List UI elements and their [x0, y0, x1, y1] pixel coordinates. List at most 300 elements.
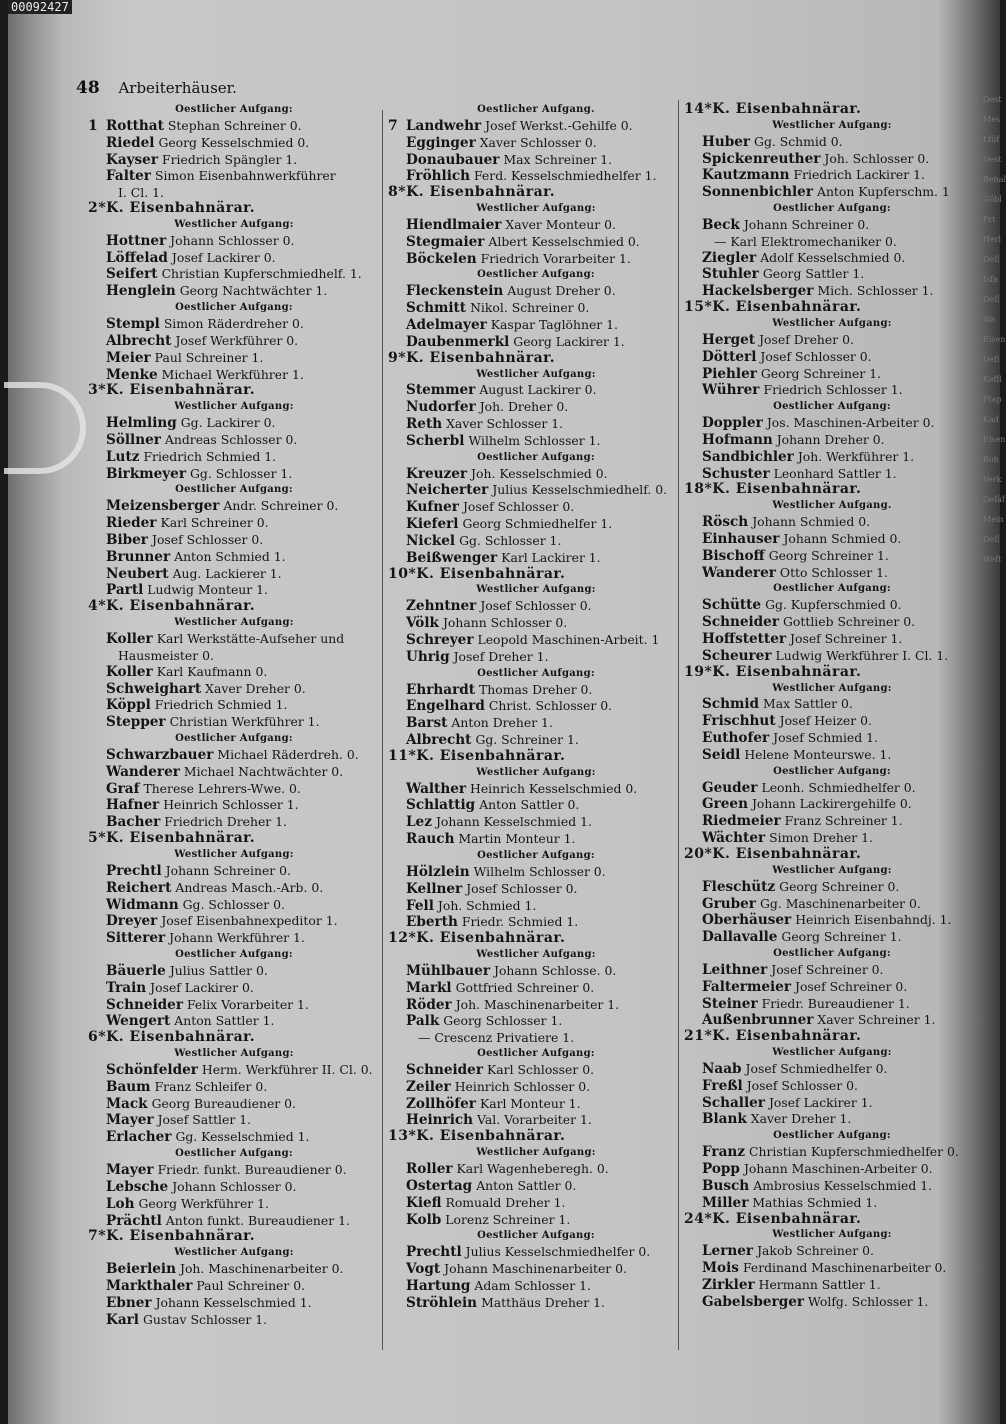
directory-entry	[388, 1096, 684, 1113]
surname: Lutz	[106, 448, 140, 465]
directory-entry	[388, 632, 684, 649]
surname: Söllner	[106, 431, 161, 448]
resident-details: Paul Schreiner 1.	[154, 349, 264, 365]
resident-details: Gustav Schlosser 1.	[142, 1311, 268, 1327]
resident-details: Friedrich Lackirer 1.	[793, 167, 925, 183]
surname: Scheurer	[702, 647, 772, 664]
directory-entry	[388, 615, 684, 632]
resident-details: Gg. Kesselschmied 1.	[175, 1129, 310, 1145]
resident-details: Johann Kesselschmied 1.	[155, 1294, 312, 1310]
resident-details: Friedr. funkt. Bureaudiener 0.	[157, 1162, 347, 1177]
directory-entry	[388, 499, 684, 516]
entrance-heading: Westlicher Aufgang.	[772, 500, 892, 512]
surname: Schreyer	[406, 632, 474, 648]
building-heading: 12*K. Eisenbahnärar.	[388, 930, 566, 947]
directory-entry	[388, 1079, 684, 1096]
directory-entry	[684, 631, 980, 648]
surname: Biber	[106, 531, 148, 548]
resident-details: Ambrosius Kesselschmied 1.	[753, 1177, 933, 1193]
resident-details: Georg Lackirer 1.	[513, 333, 625, 349]
building-heading: 5*K. Eisenbahnärar.	[88, 830, 256, 847]
surname: Meizensberger	[106, 498, 220, 515]
resident-details: Adolf Kesselschmied 0.	[760, 249, 906, 265]
resident-details: Lorenz Schreiner 1.	[445, 1211, 571, 1227]
directory-entry	[684, 912, 980, 929]
surname: Kieferl	[406, 516, 459, 533]
directory-entry	[88, 781, 380, 798]
directory-entry	[88, 1196, 380, 1213]
scan-id-stamp: 00092427	[8, 0, 72, 14]
surname: Röder	[406, 996, 452, 1013]
resident-details: Leonh. Schmiedhelfer 0.	[761, 779, 916, 795]
resident-details: August Dreher 0.	[507, 283, 616, 299]
directory-entry	[88, 168, 380, 185]
resident-details: Adam Schlosser 1.	[474, 1277, 591, 1293]
resident-details: Johann Maschinen-Arbeiter 0.	[743, 1161, 933, 1176]
directory-entry	[684, 466, 980, 483]
resident-details: Josef Lackirer 1.	[768, 1094, 873, 1110]
directory-entry	[388, 781, 684, 798]
directory-entry	[88, 814, 380, 831]
directory-entry	[88, 1112, 380, 1129]
resident-details: Wolfg. Schlosser 1.	[808, 1293, 929, 1309]
entry-continuation: — Karl Elektromechaniker 0.	[714, 233, 897, 249]
directory-entry	[684, 1243, 980, 1260]
directory-entry	[88, 333, 380, 350]
resident-details: Georg Schreiner 1.	[768, 547, 889, 563]
surname: Kufner	[406, 499, 459, 516]
surname: Riedel	[106, 134, 155, 151]
entrance-heading: Oestlicher Aufgang:	[477, 451, 595, 463]
resident-details: Josef Schreiner 1.	[790, 631, 903, 646]
surname: Bäuerle	[106, 962, 166, 979]
surname: Widmann	[106, 896, 179, 913]
directory-entry	[684, 531, 980, 548]
directory-entry	[684, 349, 980, 366]
directory-entry	[88, 930, 380, 947]
entrance-heading: Oestlicher Aufgang:	[477, 1230, 595, 1242]
directory-entry	[684, 514, 980, 531]
directory-entry	[88, 1179, 380, 1196]
resident-details: Friedrich Spängler 1.	[162, 151, 298, 167]
column-divider	[678, 100, 679, 1350]
surname: Völk	[406, 615, 439, 632]
resident-details: Xaver Monteur 0.	[505, 216, 616, 232]
surname: Albrecht	[106, 332, 172, 349]
resident-details: Heinrich Schlosser 1.	[163, 797, 299, 813]
resident-details: Georg Schreiner 0.	[779, 878, 900, 894]
resident-details: Josef Schlosser 0.	[462, 499, 575, 515]
directory-entry	[684, 250, 980, 267]
resident-details: Andr. Schreiner 0.	[223, 498, 339, 514]
resident-details: Friedrich Schlosser 1.	[763, 382, 903, 398]
resident-details: Jakob Schreiner 0.	[757, 1243, 874, 1259]
resident-details: Julius Kesselschmiedhelf. 0.	[492, 482, 668, 498]
resident-details: Julius Kesselschmiedhelfer 0.	[465, 1244, 651, 1260]
building-heading: 9*K. Eisenbahnärar.	[388, 349, 556, 366]
surname: Popp	[702, 1161, 740, 1177]
surname: Kautzmann	[702, 167, 790, 184]
resident-details: Hermann Sattler 1.	[758, 1276, 881, 1292]
resident-details: Karl Lackirer 1.	[501, 549, 601, 565]
resident-details: Johann Schmied 0.	[752, 514, 871, 530]
directory-entry	[388, 300, 684, 317]
surname: Ziegler	[702, 249, 757, 266]
building-heading: 24*K. Eisenbahnärar.	[684, 1210, 862, 1227]
surname: Sandbichler	[702, 448, 794, 465]
surname: Schmitt	[406, 300, 467, 317]
surname: Sitterer	[106, 930, 166, 947]
resident-details: Johann Dreher 0.	[776, 431, 885, 447]
entrance-heading: Oestlicher Aufgang:	[773, 1130, 891, 1142]
directory-entry	[88, 532, 380, 549]
resident-details: Leonhard Sattler 1.	[773, 465, 897, 481]
surname: Donaubauer	[406, 151, 500, 168]
resident-details: Josef Sattler 1.	[157, 1112, 252, 1128]
surname: Dötterl	[702, 348, 757, 365]
surname: Kolb	[406, 1211, 442, 1228]
directory-entry	[684, 283, 980, 300]
directory-entry	[684, 366, 980, 383]
directory-entry	[684, 1144, 980, 1161]
entrance-heading: Oestlicher Aufgang:	[773, 583, 891, 595]
building-heading: 15*K. Eisenbahnärar.	[684, 299, 862, 316]
resident-details: August Lackirer 0.	[479, 382, 597, 398]
resident-details: Josef Heizer 0.	[779, 713, 872, 729]
directory-entry	[388, 334, 684, 351]
resident-details: Friedrich Dreher 1.	[164, 814, 287, 830]
surname: Vogt	[406, 1261, 441, 1278]
surname: Schneider	[702, 614, 779, 631]
surname: Hottner	[106, 232, 167, 249]
resident-details: Josef Schreiner 0.	[771, 961, 884, 977]
surname: Seidl	[702, 746, 741, 763]
surname: Außenbrunner	[702, 1012, 814, 1029]
resident-details: Michael Räderdreh. 0.	[217, 746, 359, 762]
resident-details: Josef Schlosser 0.	[151, 531, 264, 547]
resident-details: Heinrich Kesselschmied 0.	[470, 780, 638, 796]
surname: Brunner	[106, 548, 171, 565]
directory-entry	[388, 698, 684, 715]
directory-entry	[88, 582, 380, 599]
directory-entry	[88, 631, 380, 648]
resident-details: Val. Vorarbeiter 1.	[477, 1112, 592, 1128]
resident-details: Xaver Schlosser 1.	[446, 416, 564, 432]
directory-entry	[684, 780, 980, 797]
resident-details: Anton Schmied 1.	[174, 548, 286, 564]
directory-entry	[88, 1312, 380, 1329]
surname: Hafner	[106, 797, 160, 814]
surname: Piehler	[702, 365, 757, 382]
resident-details: Mich. Schlosser 1.	[817, 283, 934, 299]
surname: Nickel	[406, 532, 456, 549]
resident-details: Anton Dreher 1.	[451, 715, 553, 731]
entrance-heading: Westlicher Aufgang:	[476, 368, 596, 380]
resident-details: Christian Werkführer 1.	[169, 714, 320, 730]
paper-clip	[4, 382, 86, 474]
entrance-heading: Oestlicher Aufgang:	[175, 949, 293, 961]
surname: Schütte	[702, 597, 762, 614]
resident-details: Paul Schreiner 0.	[196, 1277, 306, 1293]
directory-entry	[388, 433, 684, 450]
resident-details: Christian Kupferschmiedhelf. 1.	[161, 266, 362, 282]
resident-details: Joh. Dreher 0.	[479, 399, 569, 415]
directory-entry	[88, 367, 380, 384]
entrance-heading: Westlicher Aufgang:	[174, 617, 294, 629]
directory-entry	[88, 266, 380, 283]
resident-details: Felix Vorarbeiter 1.	[187, 996, 309, 1012]
surname: Barst	[406, 715, 448, 732]
surname: Mois	[702, 1260, 739, 1277]
entrance-heading: Westlicher Aufgang:	[772, 119, 892, 131]
surname: Green	[702, 796, 748, 813]
running-title: Arbeiterhäuser.	[118, 79, 237, 97]
surname: Schweighart	[106, 680, 202, 697]
resident-details: Franz Schleifer 0.	[154, 1078, 268, 1094]
surname: Beißwenger	[406, 549, 498, 566]
directory-entry	[388, 831, 684, 848]
surname: Menke	[106, 366, 158, 383]
surname: Albrecht	[406, 732, 472, 749]
directory-entry	[684, 449, 980, 466]
directory-entry	[88, 714, 380, 731]
directory-entry	[684, 217, 980, 234]
surname: Einhauser	[702, 530, 780, 547]
resident-details: Josef Schmiedhelfer 0.	[745, 1060, 888, 1076]
resident-details: Josef Dreher 0.	[759, 331, 854, 347]
surname: Stepper	[106, 714, 166, 731]
directory-entry	[88, 1278, 380, 1295]
resident-details: Franz Schreiner 1.	[784, 813, 903, 829]
surname: Karl	[106, 1311, 139, 1328]
directory-entry	[388, 864, 684, 881]
surname: Gabelsberger	[702, 1293, 805, 1310]
directory-entry	[388, 135, 684, 152]
surname: Rotthat	[106, 117, 164, 134]
directory-entry	[88, 1062, 380, 1079]
resident-details: Friedrich Schmied 1.	[154, 697, 288, 713]
directory-entry	[684, 1012, 980, 1029]
surname: Prechtl	[406, 1244, 462, 1261]
surname: Schaller	[702, 1094, 765, 1111]
entrance-heading: Oestlicher Aufgang:	[773, 765, 891, 777]
surname: Stempl	[106, 315, 160, 332]
directory-entry	[88, 1295, 380, 1312]
entrance-heading: Oestlicher Aufgang:	[773, 203, 891, 215]
directory-entry	[388, 1195, 684, 1212]
directory-entry	[88, 152, 380, 169]
resident-details: Gottlieb Schreiner 0.	[783, 614, 916, 630]
surname: Roller	[406, 1161, 453, 1177]
entrance-heading: Westlicher Aufgang:	[476, 949, 596, 961]
surname: Faltermeier	[702, 978, 791, 995]
directory-entry	[388, 152, 684, 169]
surname: Böckelen	[406, 250, 477, 267]
building-heading: 14*K. Eisenbahnärar.	[684, 101, 862, 117]
directory-entry	[684, 796, 980, 813]
resident-details: Ferdinand Maschinenarbeiter 0.	[742, 1260, 947, 1276]
directory-entry	[88, 880, 380, 897]
directory-entry	[388, 1112, 684, 1129]
directory-entry	[388, 1161, 684, 1178]
resident-details: Ludwig Monteur 1.	[147, 582, 268, 598]
resident-details: Josef Schreiner 0.	[794, 978, 908, 994]
directory-entry	[388, 598, 684, 615]
directory-entry	[684, 597, 980, 614]
surname: Steiner	[702, 995, 758, 1012]
surname: Wächter	[702, 830, 766, 847]
directory-entry	[684, 134, 980, 151]
resident-details: Simon Räderdreher 0.	[163, 315, 304, 331]
resident-details: Friedrich Vorarbeiter 1.	[480, 250, 631, 266]
surname: Mayer	[106, 1162, 154, 1178]
resident-details: Andreas Schlosser 0.	[164, 431, 298, 447]
house-number: 7	[388, 117, 398, 134]
directory-entry	[684, 1178, 980, 1195]
directory-entry	[388, 251, 684, 268]
building-heading: 6*K. Eisenbahnärar.	[88, 1029, 256, 1046]
surname: Ebner	[106, 1294, 152, 1311]
resident-details: Simon Eisenbahnwerkführer	[154, 168, 336, 184]
resident-details: Georg Kesselschmied 0.	[158, 134, 310, 150]
directory-entry	[684, 1195, 980, 1212]
resident-details: Mathias Schmied 1.	[752, 1194, 878, 1210]
resident-details: Josef Schlosser 0.	[760, 348, 872, 364]
directory-entry	[684, 565, 980, 582]
directory-entry	[684, 415, 980, 432]
entrance-heading: Oestlicher Aufgang:	[773, 401, 891, 413]
directory-entry	[88, 863, 380, 880]
directory-entry	[684, 830, 980, 847]
resident-details: Josef Eisenbahnexpeditor 1.	[161, 913, 338, 929]
surname: Köppl	[106, 697, 151, 714]
surname: Meier	[106, 349, 151, 366]
resident-details: Aug. Lackierer 1.	[172, 565, 282, 581]
surname: Prächtl	[106, 1212, 162, 1229]
directory-entry	[388, 550, 684, 567]
directory-entry	[388, 1013, 684, 1030]
directory-page	[8, 0, 1006, 1424]
building-heading: 13*K. Eisenbahnärar.	[388, 1128, 566, 1145]
directory-entry	[388, 715, 684, 732]
entrance-heading: Oestlicher Aufgang:	[175, 104, 293, 115]
directory-entry	[88, 350, 380, 367]
entrance-heading: Westlicher Aufgang:	[476, 584, 596, 596]
resident-details: Josef Schlosser 0.	[480, 598, 592, 614]
resident-details: Gottfried Schreiner 0.	[455, 979, 595, 995]
surname: Beck	[702, 216, 740, 233]
surname: Kayser	[106, 151, 158, 168]
surname: Schwarzbauer	[106, 746, 214, 763]
surname: Walther	[406, 780, 467, 797]
directory-entry	[388, 516, 684, 533]
surname: Henglein	[106, 283, 176, 300]
directory-entry	[88, 415, 380, 432]
surname: Train	[106, 979, 147, 996]
surname: Löffelad	[106, 249, 168, 266]
resident-details: Johann Kesselschmied 1.	[435, 814, 592, 830]
surname: Uhrig	[406, 648, 450, 665]
directory-entry	[88, 549, 380, 566]
resident-details: Xaver Dreher 1.	[750, 1111, 852, 1127]
resident-details: Johann Maschinenarbeiter 0.	[444, 1261, 627, 1277]
directory-entry	[88, 515, 380, 532]
resident-details: Georg Sattler 1.	[762, 266, 865, 282]
directory-entry	[684, 1294, 980, 1311]
directory-entry	[684, 896, 980, 913]
resident-details: Johann Lackirergehilfe 0.	[751, 796, 912, 812]
entrance-heading: Oestlicher Aufgang:	[175, 733, 293, 745]
directory-entry	[388, 1278, 684, 1295]
entrance-heading: Westlicher Aufgang:	[476, 1147, 596, 1159]
surname: Reth	[406, 416, 443, 433]
surname: Zeiler	[406, 1078, 451, 1095]
resident-details: Gg. Schreiner 1.	[475, 732, 579, 748]
resident-details: Xaver Schlosser 0.	[479, 134, 597, 150]
resident-details: Johann Schlosser 0.	[172, 1178, 297, 1194]
resident-details: Josef Lackirer 0.	[150, 979, 254, 995]
surname: Euthofer	[702, 730, 770, 747]
directory-entry	[684, 730, 980, 747]
resident-details: Julius Sattler 0.	[169, 962, 268, 978]
entrance-heading: Westlicher Aufgang:	[174, 401, 294, 413]
resident-details: Christ. Schlosser 0.	[488, 698, 613, 714]
surname: Schmid	[702, 696, 760, 713]
directory-entry	[88, 1162, 380, 1179]
surname: Wanderer	[702, 564, 776, 581]
resident-details: Anton Kupferschm. 1	[817, 184, 950, 200]
resident-details: Karl Werkstätte-Aufseher und	[156, 631, 345, 646]
directory-entry	[388, 217, 684, 234]
resident-details: Gg. Schlosser 0.	[182, 896, 285, 912]
resident-details: Matthäus Dreher 1.	[481, 1294, 605, 1310]
resident-details: Wilhelm Schlosser 1.	[468, 432, 601, 448]
surname: Nudorfer	[406, 399, 476, 416]
surname: Kiefl	[406, 1194, 442, 1211]
surname: Schönfelder	[106, 1061, 198, 1078]
surname: Zollhöfer	[406, 1095, 476, 1112]
resident-details: Georg Schmiedhelfer 1.	[462, 516, 613, 532]
directory-entry	[88, 233, 380, 250]
directory-entry	[388, 533, 684, 550]
directory-entry	[88, 250, 380, 267]
surname: Falter	[106, 168, 151, 185]
surname: Graf	[106, 780, 140, 797]
directory-entry	[88, 897, 380, 914]
surname: Beierlein	[106, 1261, 176, 1278]
entrance-heading: Westlicher Aufgang:	[174, 1048, 294, 1060]
entry-continuation: — Crescenz Privatiere 1.	[418, 1030, 575, 1046]
directory-entry	[684, 151, 980, 168]
entrance-heading: Oestlicher Aufgang:	[175, 302, 293, 314]
surname: Riedmeier	[702, 813, 781, 830]
page-number: 48	[76, 78, 100, 98]
surname: Kellner	[406, 880, 463, 897]
entry-continuation: I. Cl. 1.	[118, 185, 164, 201]
directory-entry	[684, 813, 980, 830]
entrance-heading: Oestlicher Aufgang:	[175, 1148, 293, 1160]
surname: Dreyer	[106, 913, 158, 930]
directory-entry	[684, 1260, 980, 1277]
resident-details: Michael Nachtwächter 0.	[183, 763, 344, 779]
directory-entry	[388, 997, 684, 1014]
directory-entry	[684, 696, 980, 713]
entrance-heading: Oestlicher Aufgang:	[175, 484, 293, 496]
directory-entry	[684, 432, 980, 449]
directory-entry	[388, 963, 684, 980]
directory-entry	[388, 1062, 684, 1079]
directory-entry	[88, 1129, 380, 1146]
